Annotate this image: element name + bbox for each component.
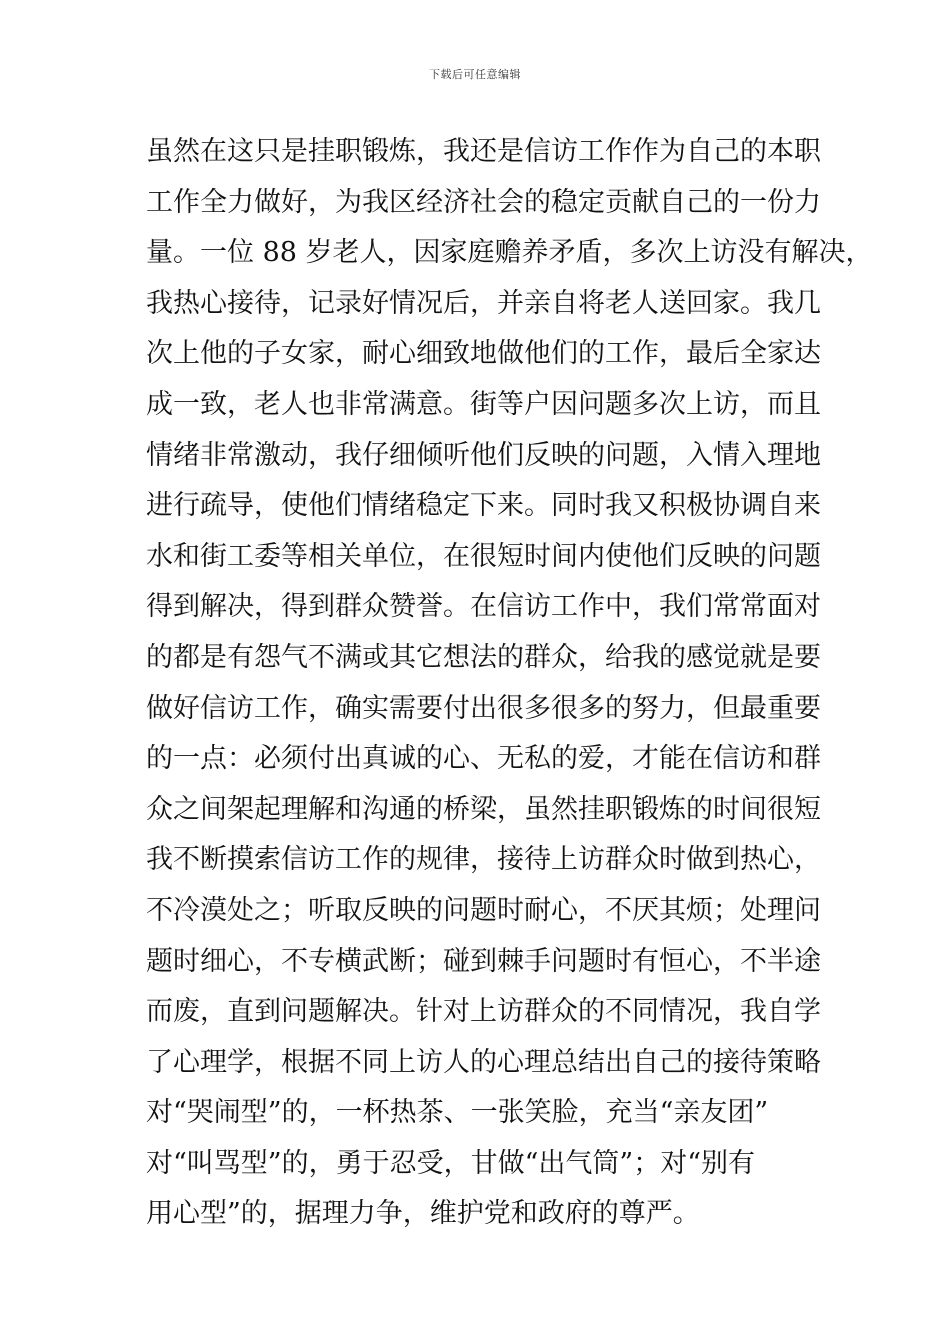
text-line: 次上他的子女家，耐心细致地做他们的工作，最后全家达: [146, 338, 821, 370]
body-paragraph: [146, 127, 873, 1240]
text-line: 虽然在这只是挂职锻炼，我还是信访工作作为自己的本职: [146, 136, 821, 167]
text-line: 对“哭闹型”的，一杯热茶、一张笑脸，充当“亲友团”: [146, 1097, 769, 1129]
text-line: 得到解决，得到群众赞誉。在信访工作中，我们常常面对: [146, 591, 821, 623]
text-line: 用心型”的，据理力争，维护党和政府的尊严。: [146, 1198, 700, 1230]
text-line: 做好信访工作，确实需要付出很多很多的努力，但最重要: [146, 692, 821, 724]
text-line: 题时细心，不专横武断；碰到棘手问题时有恒心，不半途: [146, 945, 821, 977]
text-line: 我热心接待，记录好情况后，并亲自将老人送回家。我几: [146, 287, 821, 319]
text-line: 情绪非常激动，我仔细倾听他们反映的问题，入情入理地: [146, 439, 821, 471]
text-line: 而废，直到问题解决。针对上访群众的不同情况，我自学: [146, 996, 821, 1028]
text-line: 我不断摸索信访工作的规律，接待上访群众时做到热心，: [146, 844, 821, 876]
text-line: 不冷漠处之；听取反映的问题时耐心，不厌其烦；处理问: [146, 894, 821, 926]
text-line: 工作全力做好，为我区经济社会的稳定贡献自己的一份力: [146, 186, 821, 218]
text-line: 水和街工委等相关单位，在很短时间内使他们反映的问题: [146, 540, 821, 572]
text-line: 的一点：必须付出真诚的心、无私的爱，才能在信访和群: [146, 743, 821, 775]
text-line: 对“叫骂型”的，勇于忍受，甘做“出气筒”；对“别有: [146, 1147, 756, 1179]
text-line: 的都是有怨气不满或其它想法的群众，给我的感觉就是要: [146, 641, 821, 673]
text-line: 进行疏导，使他们情绪稳定下来。同时我又积极协调自来: [146, 490, 821, 522]
text-line: 了心理学，根据不同上访人的心理总结出自己的接待策略: [146, 1046, 821, 1078]
text-line: 量。一位 88 岁老人，因家庭赡养矛盾，多次上访没有解决，: [146, 237, 873, 269]
header-note: 下载后可任意编辑: [429, 68, 521, 81]
text-line: 成一致，老人也非常满意。街等户因问题多次上访，而且: [146, 388, 821, 420]
text-line: 众之间架起理解和沟通的桥梁，虽然挂职锻炼的时间很短: [146, 793, 821, 825]
